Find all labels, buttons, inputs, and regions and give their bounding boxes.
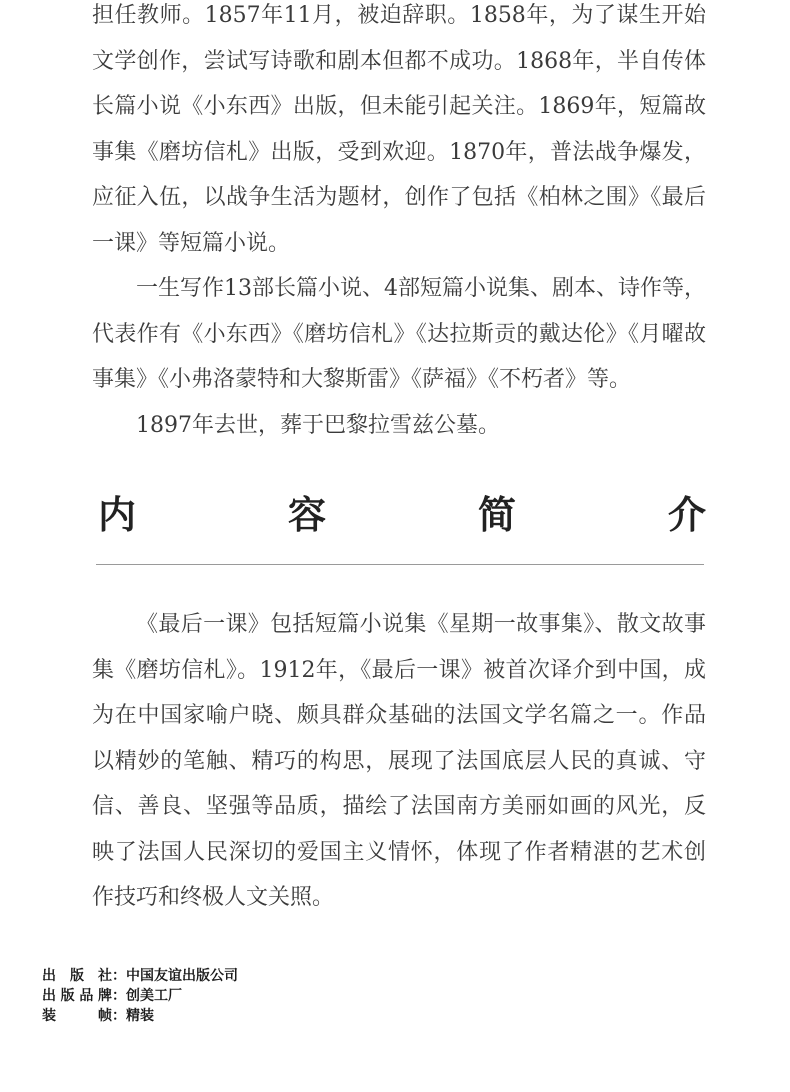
section-divider	[96, 564, 704, 565]
section-title-char: 简	[477, 492, 516, 537]
colon: ：	[112, 1008, 126, 1024]
section-title-char: 内	[98, 492, 137, 537]
binding-label: 装帧	[42, 1008, 112, 1024]
publisher-row	[42, 966, 238, 986]
publisher-value: 中国友谊出版公司	[126, 968, 238, 984]
binding-value: 精装	[126, 1008, 154, 1024]
content-summary	[92, 602, 706, 921]
publisher-label: 出版社	[42, 968, 112, 984]
publication-info	[42, 966, 238, 1026]
brand-value: 创美工厂	[126, 988, 182, 1004]
bio-paragraph-career: 担任教师。1857年11月，被迫辞职。1858年，为了谋生开始文学创作，尝试写诗歌和剧本但都不成功。1868年，半自传体长篇小说《小东西》出版，但未能引起关注。1869年，短篇故事集《磨坊信札》出版，受到欢迎。1870年，普法战争爆发，应征入伍，以战争生活为题材，创作了包括《柏林之围》《最后一课》等短篇小说。	[92, 3, 706, 256]
brand-row	[42, 986, 238, 1006]
colon: ：	[112, 968, 126, 984]
section-title-char: 介	[667, 492, 706, 537]
section-title-summary	[98, 486, 706, 536]
author-bio	[92, 0, 706, 448]
brand-label: 出版品牌	[42, 988, 112, 1004]
bio-paragraph-works: 一生写作13部长篇小说、4部短篇小说集、剧本、诗作等，代表作有《小东西》《磨坊信札》《达拉斯贡的戴达伦》《月曜故事集》《小弗洛蒙特和大黎斯雷》《萨福》《不朽者》等。	[92, 276, 706, 392]
summary-paragraph: 《最后一课》包括短篇小说集《星期一故事集》、散文故事集《磨坊信札》。1912年，《最后一课》被首次译介到中国，成为在中国家喻户晓、颇具群众基础的法国文学名篇之一。作品以精妙的笔触、精巧的构思，展现了法国底层人民的真诚、守信、善良、坚强等品质，描绘了法国南方美丽如画的风光，反映了法国人民深切的爱国主义情怀，体现了作者精湛的艺术创作技巧和终极人文关照。	[92, 612, 706, 910]
colon: ：	[112, 988, 126, 1004]
bio-paragraph-death: 1897年去世，葬于巴黎拉雪兹公墓。	[136, 412, 500, 438]
section-title-char: 容	[287, 492, 326, 537]
binding-row	[42, 1006, 238, 1026]
